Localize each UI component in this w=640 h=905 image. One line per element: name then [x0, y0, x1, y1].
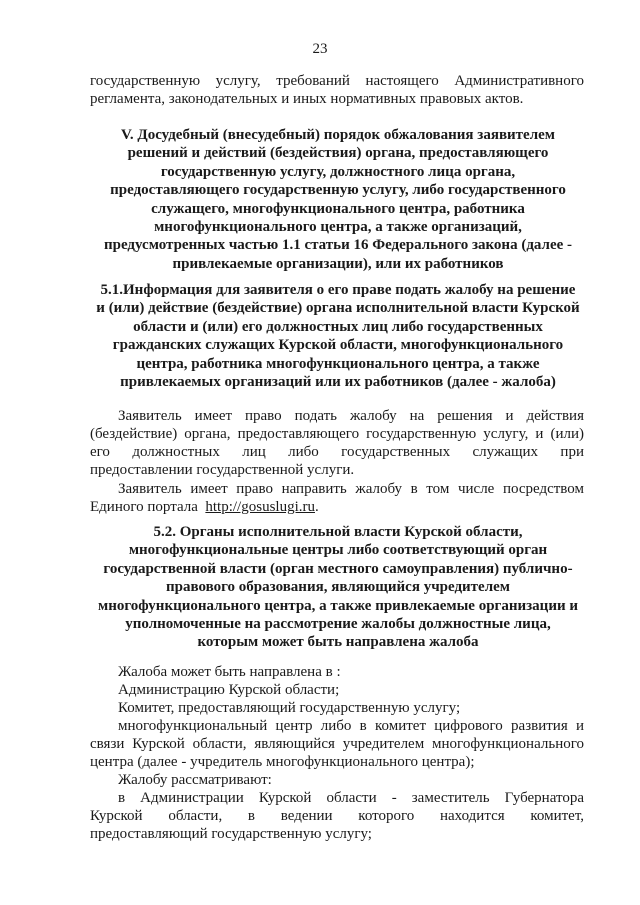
portal-paragraph	[90, 480, 584, 516]
section-heading: V. Досудебный (внесудебный) порядок обжалования заявителем решений и действий (бездействия) органа, предоставляющего государственную услугу, должностного лица органа, предоставляющего государственную услугу, либо государственного служащего, многофункционального центра, работника многофункционального центра, а также организаций, предусмотренных частью 1.1 статьи 16 Федерального закона (далее - привлекаемые организации), или их работников	[103, 127, 573, 272]
subsection-5-1-block	[96, 281, 580, 391]
subsection-5-2-body	[90, 663, 584, 843]
list-item: Жалобу рассматривают:	[118, 772, 272, 788]
subsection-5-2-heading: 5.2. Органы исполнительной власти Курской области, многофункциональные центры либо соответствующий орган государственной власти (орган местного самоуправления) публично-правового образования, являющийся учредителем многофункционального центра, а также привлекаемые организации и уполномоченные на рассмотрение жалобы должностные лица, которым может быть направлена жалоба	[98, 524, 578, 651]
list-item	[90, 789, 584, 843]
intro-paragraph: государственную услугу, требований настоящего Административного регламента, законодательных и иных нормативных правовых актов.	[90, 73, 584, 107]
subsection-5-2-block	[96, 523, 580, 652]
list-item: Администрацию Курской области;	[118, 682, 340, 698]
page-number: 23	[312, 41, 328, 57]
portal-suffix: .	[314, 499, 319, 515]
list-item: Комитет, предоставляющий государственную услугу;	[118, 700, 461, 716]
section-v-block	[96, 126, 580, 273]
text-line: предоставляющий государственную услугу;	[90, 826, 372, 842]
subsection-5-1-heading: 5.1.Информация для заявителя о его праве подать жалобу на решение и (или) действие (бездействие) органа исполнительной власти Курской области и (или) его должностных лиц либо государственных гражданских служащих Курской области, многофункционального центра, работника многофункционального центра, а также привлекаемых организаций или их работников (далее - жалоба)	[96, 282, 580, 391]
text-line: предоставлении государственной услуги.	[90, 462, 355, 478]
text-line: его должностных лиц либо государственных служащих при	[90, 444, 584, 460]
portal-prefix: Единого портала	[90, 499, 198, 515]
text-line: Курской области, в ведении которого находится комитет,	[90, 808, 584, 824]
text-line	[90, 498, 584, 516]
text-line: (бездействие) органа, предоставляющего государственную услугу, и (или)	[90, 426, 584, 442]
list-item: многофункциональный центр либо в комитет цифрового развития и связи Курской области, являющийся учредителем многофункционального центра (далее - учредитель многофункционального центра);	[90, 718, 584, 770]
gosuslugi-link[interactable]: http://gosuslugi.ru	[205, 499, 315, 515]
text-line: Заявитель имеет право подать жалобу на решения и действия	[118, 408, 584, 424]
list-item: Жалоба может быть направлена в :	[118, 664, 341, 680]
right-to-complain-paragraph	[90, 407, 584, 479]
text-line: в Администрации Курской области - заместитель Губернатора	[118, 790, 584, 806]
intro-block	[90, 72, 584, 108]
subsection-5-1-body	[90, 407, 584, 516]
text-line: Заявитель имеет право направить жалобу в том числе посредством	[118, 481, 584, 497]
